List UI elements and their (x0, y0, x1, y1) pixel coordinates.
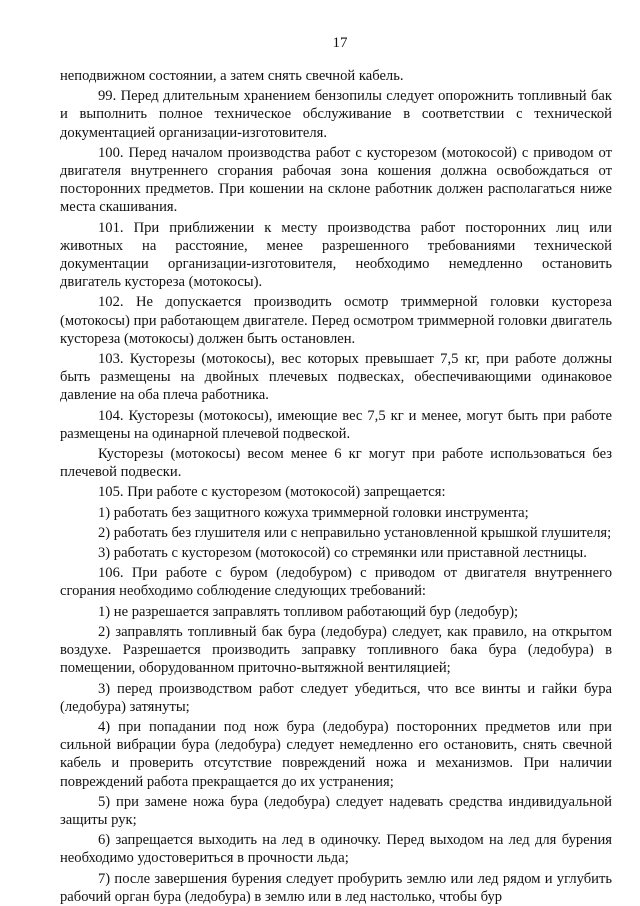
paragraph: 3) перед производством работ следует убедиться, что все винты и гайки бура (ледобура) затянуты; (60, 680, 612, 715)
paragraph: 105. При работе с кусторезом (мотокосой) запрещается: (98, 484, 446, 501)
paragraph: 106. При работе с буром (ледобуром) с приводом от двигателя внутреннего сгорания необходимо соблюдение следующих требований: (60, 565, 612, 600)
paragraph: 5) при замене ножа бура (ледобура) следует надевать средства индивидуальной защиты рук; (60, 793, 612, 828)
paragraph: 1) не разрешается заправлять топливом работающий бур (ледобур); (98, 603, 519, 620)
paragraph: неподвижном состоянии, а затем снять свечной кабель. (60, 68, 404, 84)
document-body (60, 67, 612, 906)
paragraph: 102. Не допускается производить осмотр триммерной головки кустореза (мотокосы) при работающем двигателе. Перед осмотром триммерной головки двигатель кустореза (мотокосы) должен быть остановлен. (60, 294, 612, 347)
paragraph: 103. Кусторезы (мотокосы), вес которых превышает 7,5 кг, при работе должны быть размещены на двойных плечевых подвесках, обеспечивающими одинаковое давление на оба плеча работника. (60, 351, 612, 404)
paragraph: 7) после завершения бурения следует пробурить землю или лед рядом и углубить рабочий орган бура (ледобура) в землю или в лед настолько, чтобы бур (60, 870, 612, 905)
paragraph: 2) заправлять топливный бак бура (ледобура) следует, как правило, на открытом воздухе. Разрешается производить заправку топливного бака бура (ледобура) в помещении, оборудованном приточно-вытяжной вентиляцией; (60, 623, 612, 677)
paragraph: 4) при попадании под нож бура (ледобура) посторонних предметов или при сильной вибрации бура (ледобура) следует немедленно его остановить, снять свечной кабель и проверить отсутствие повреждений ножа и механизмов. При наличии повреждений работа прекращается до их устранения; (60, 718, 612, 790)
paragraph: 99. Перед длительным хранением бензопилы следует опорожнить топливный бак и выполнить полное техническое обслуживание в соответствии с технической документацией организации-изготовителя. (60, 88, 612, 141)
paragraph: 6) запрещается выходить на лед в одиночку. Перед выходом на лед для бурения необходимо удостовериться в прочности льда; (60, 832, 612, 867)
paragraph: 3) работать с кусторезом (мотокосой) со стремянки или приставной лестницы. (98, 545, 587, 562)
paragraph: 1) работать без защитного кожуха триммерной головки инструмента; (98, 504, 529, 521)
page-number: 17 (332, 35, 348, 51)
paragraph: 104. Кусторезы (мотокосы), имеющие вес 7,5 кг и менее, могут быть при работе размещены на одинарной плечевой подвеской. (60, 407, 612, 442)
paragraph: Кусторезы (мотокосы) весом менее 6 кг могут при работе использоваться без плечевой подвески. (60, 446, 612, 481)
paragraph: 101. При приближении к месту производства работ посторонних лиц или животных на расстояние, менее разрешенного требованиями технической документации организации-изготовителя, необходимо немедленно остановить двигатель кустореза (мотокосы). (60, 219, 612, 291)
paragraph: 2) работать без глушителя или с неправильно установленной крышкой глушителя; (98, 524, 612, 541)
paragraph: 100. Перед началом производства работ с кусторезом (мотокосой) с приводом от двигателя внутреннего сгорания рабочая зона кошения должна освобождаться от посторонних предметов. При кошении на склоне работник должен располагаться ниже места скашивания. (60, 144, 612, 216)
